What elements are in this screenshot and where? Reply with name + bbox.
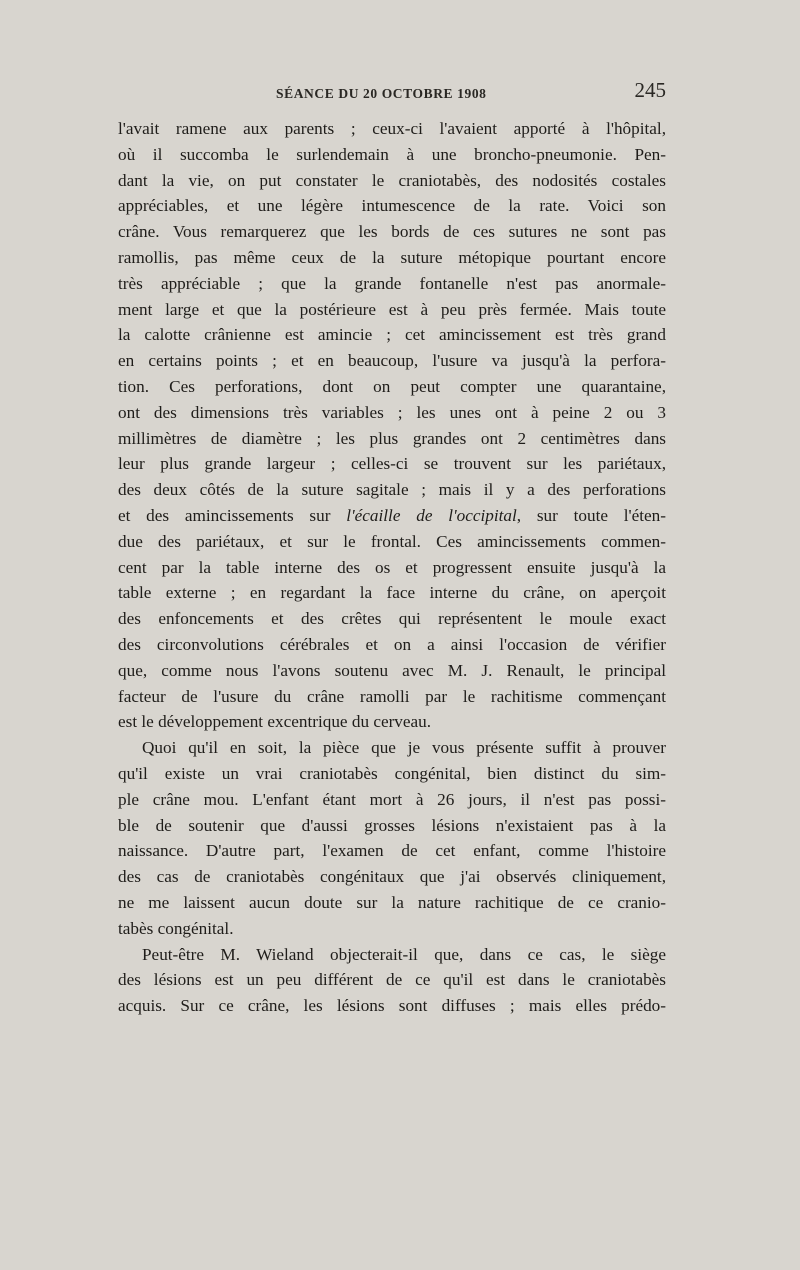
text-line-12: ont des dimensions très variables ; les unes ont à peine 2 ou 3 [118,402,666,422]
text-line-15: des deux côtés de la suture sagitale ; mais il y a des perforations [118,480,666,500]
italic-phrase: l'écaille de l'occipital [346,505,517,525]
text-line-5: crâne. Vous remarquerez que les bords de ces sutures ne sont pas [118,222,666,242]
page-number: 245 [634,78,666,102]
text-line-19: table externe ; en regardant la face interne du crâne, on aperçoit [118,583,666,603]
text-line-32: tabès congénital. [118,918,234,938]
text-line-13: millimètres de diamètre ; les plus grandes ont 2 centimètres dans [118,428,666,448]
text-line-3: dant la vie, on put constater le craniotabès, des nodosités costales [118,170,666,190]
text-line-26: qu'il existe un vrai craniotabès congénital, bien distinct du sim- [118,763,666,783]
text-line-29: naissance. D'autre part, l'examen de cet enfant, comme l'histoire [118,841,666,861]
text-line-17: due des pariétaux, et sur le frontal. Ces amincissements commen- [118,531,666,551]
text-line-24: est le développement excentrique du cerveau. [118,712,432,732]
text-line-22: que, comme nous l'avons soutenu avec M. J. Renault, le principal [118,660,666,680]
text-line-35: acquis. Sur ce crâne, les lésions sont diffuses ; mais elles prédo- [118,996,666,1016]
page-header [118,78,666,108]
text-line-11: tion. Ces perforations, dont on peut compter une quarantaine, [118,376,666,396]
text-line-1: l'avait ramene aux parents ; ceux-ci l'avaient apporté à l'hôpital, [118,119,666,138]
text-line-31: ne me laissent aucun doute sur la nature rachitique de ce cranio- [118,892,666,912]
text-line-16-start: et des amincissements sur [118,505,347,525]
text-line-10: en certains points ; et en beaucoup, l'usure va jusqu'à la perfora- [118,351,666,371]
text-line-30: des cas de craniotabès congénitaux que j'ai observés cliniquement, [118,867,666,887]
text-line-21: des circonvolutions cérébrales et on a ainsi l'occasion de vérifier [118,634,666,654]
text-line-2: où il succomba le surlendemain à une broncho-pneumonie. Pen- [118,144,666,164]
text-line-20: des enfoncements et des crêtes qui représentent le moule exact [118,609,666,629]
text-line-16 [118,503,666,529]
text-line-28: ble de soutenir que d'aussi grosses lésions n'existaient pas à la [118,815,666,835]
text-line-7: très appréciable ; que la grande fontanelle n'est pas anormale- [118,273,666,293]
text-line-23: facteur de l'usure du crâne ramolli par le rachitisme commençant [118,686,666,706]
text-line-27: ple crâne mou. L'enfant étant mort à 26 jours, il n'est pas possi- [118,789,666,809]
text-line-33: Peut-être M. Wieland objecterait-il que, dans ce cas, le siège [142,944,666,964]
text-line-14: leur plus grande largeur ; celles-ci se trouvent sur les pariétaux, [118,454,666,474]
text-line-16-end: , sur toute l'éten- [516,505,666,525]
running-head: SÉANCE DU 20 OCTOBRE 1908 [276,86,487,101]
text-line-6: ramollis, pas même ceux de la suture métopique pourtant encore [118,247,666,267]
text-line-9: la calotte crânienne est amincie ; cet amincissement est très grand [118,325,666,345]
text-line-18: cent par la table interne des os et progressent ensuite jusqu'à la [118,557,666,577]
text-line-34: des lésions est un peu différent de ce qu'il est dans le craniotabès [118,970,666,990]
text-line-8: ment large et que la postérieure est à peu près fermée. Mais toute [118,299,666,319]
body-text [118,116,666,1019]
text-line-25: Quoi qu'il en soit, la pièce que je vous présente suffit à prouver [142,738,666,758]
text-line-4: appréciables, et une légère intumescence de la rate. Voici son [118,196,666,216]
